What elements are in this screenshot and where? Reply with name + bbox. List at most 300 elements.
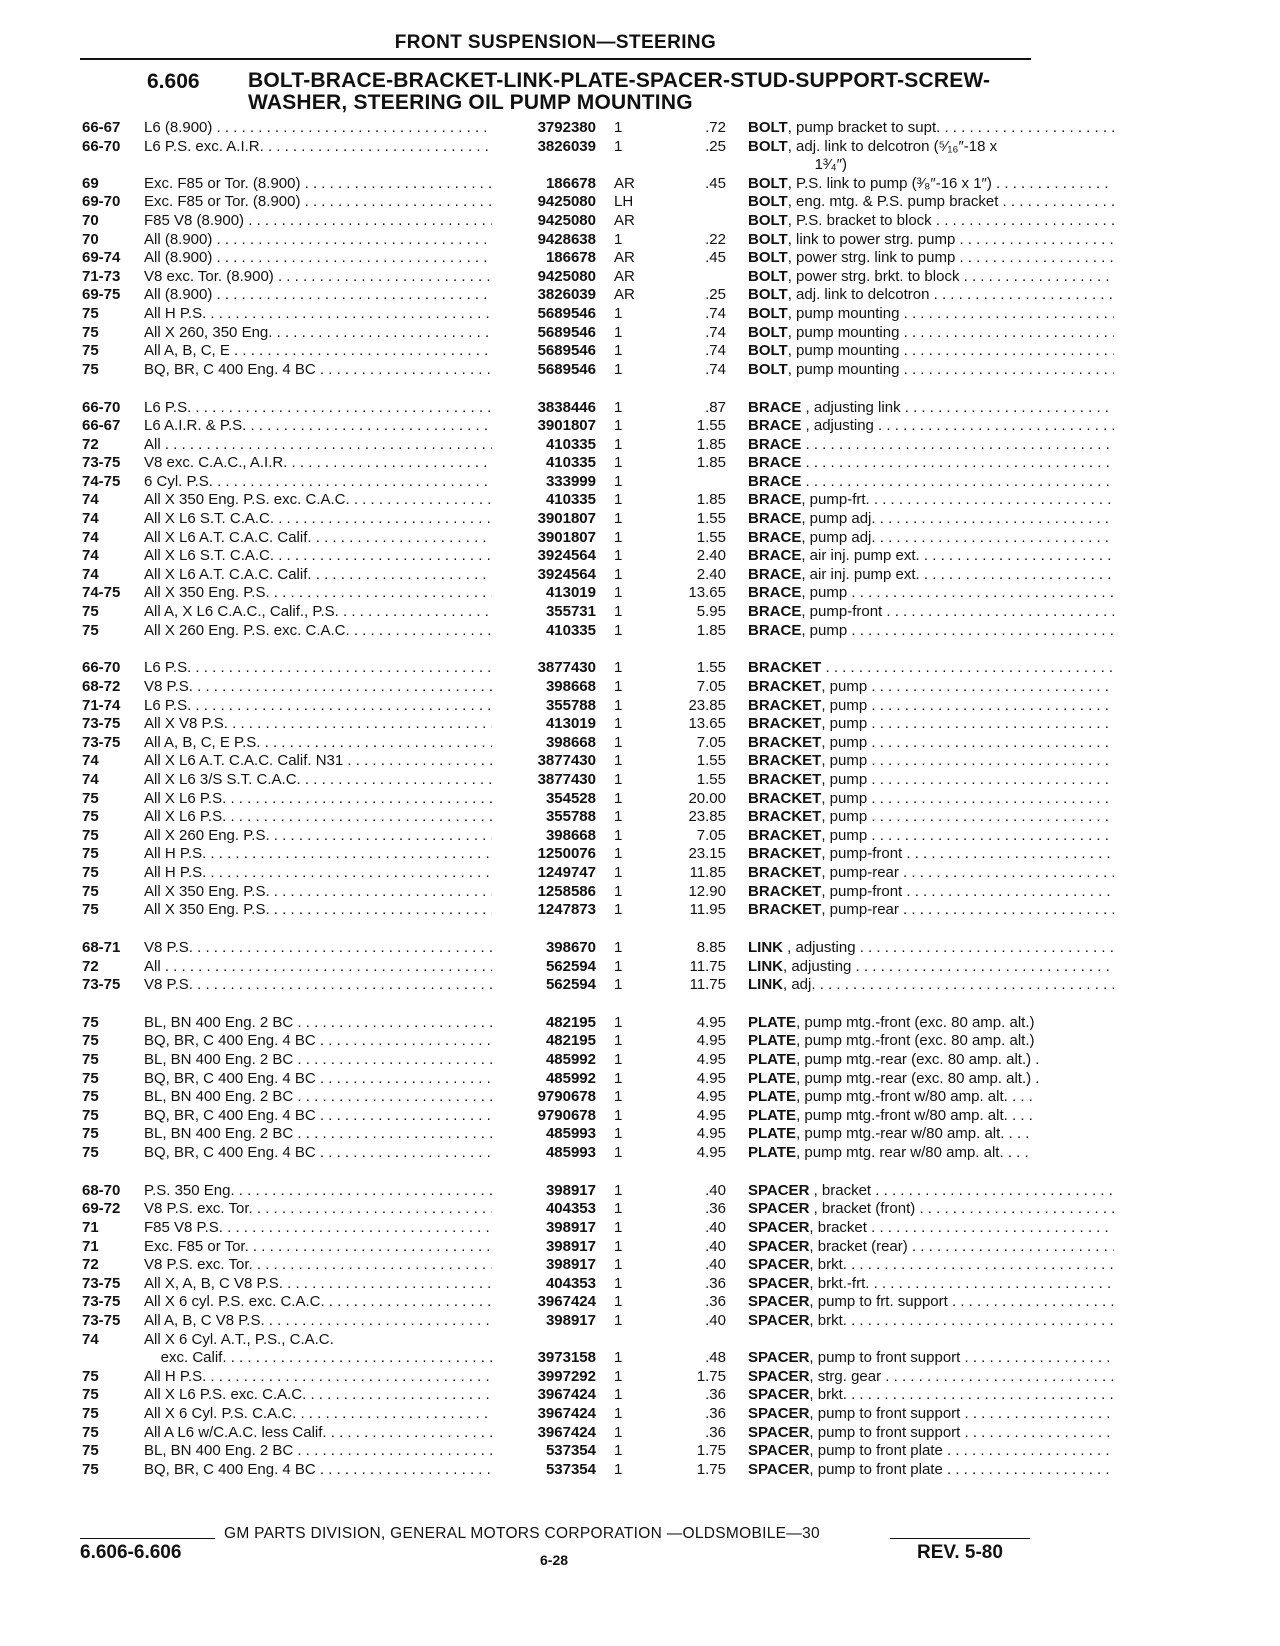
parts-group	[82, 659, 1032, 919]
part-number-cell: 413019	[545, 584, 596, 602]
year-cell: 74-75	[82, 584, 121, 602]
year-cell: 75	[82, 1013, 99, 1031]
part-name: BRACE	[748, 398, 802, 416]
part-name: BOLT	[748, 119, 788, 136]
part-detail: , power strg. brkt. to block	[787, 267, 960, 285]
quantity-cell: 1	[614, 304, 623, 322]
price-cell: 23.85	[688, 696, 726, 714]
model-cell: All A, X L6 C.A.C., Calif., P.S. . . .	[144, 603, 492, 622]
year-cell: 68-71	[82, 938, 121, 956]
part-number-cell: 5689546	[537, 360, 596, 378]
part-name: BRACKET	[748, 770, 822, 788]
description-cell	[748, 305, 1114, 324]
description-cell	[748, 212, 1114, 231]
quantity-cell: 1	[614, 417, 623, 435]
year-cell: 75	[82, 1442, 99, 1460]
part-number-cell: 482195	[545, 1013, 596, 1031]
price-cell: 1.55	[696, 659, 726, 677]
quantity-cell: 1	[614, 621, 623, 639]
part-name: BRACKET	[748, 789, 822, 807]
description-cell	[748, 790, 1114, 809]
part-detail: , adjusting	[801, 417, 874, 435]
year-cell: 73-75	[82, 1274, 121, 1292]
model-cell: BL, BN 400 Eng. 2 BC . . .	[144, 1014, 492, 1033]
quantity-cell: 1	[614, 565, 623, 583]
year-cell: 75	[82, 1032, 99, 1050]
part-number-cell: 3967424	[537, 1386, 596, 1404]
model-cell: P.S. 350 Eng. . . .	[144, 1182, 492, 1201]
quantity-cell: 1	[614, 863, 623, 881]
part-number-cell: 398917	[545, 1181, 596, 1199]
description-cell	[748, 845, 1114, 864]
part-number-cell: 410335	[545, 621, 596, 639]
quantity-cell: 1	[614, 1367, 623, 1385]
quantity-cell: 1	[614, 976, 623, 994]
part-detail: , pump mounting	[787, 342, 900, 360]
description-cell	[748, 547, 1114, 566]
table-row	[82, 864, 1032, 883]
part-detail: , pump bracket to supt.	[787, 119, 941, 136]
year-cell: 66-70	[82, 659, 121, 677]
quantity-cell: 1	[614, 510, 623, 528]
table-row	[82, 1256, 1032, 1275]
description-cell	[748, 1312, 1114, 1331]
part-detail: , power strg. link to pump	[787, 249, 956, 267]
quantity-cell: AR	[614, 249, 635, 267]
part-number-cell: 398668	[545, 678, 596, 695]
description-cell	[748, 231, 1114, 250]
part-number-cell: 3967424	[537, 1404, 596, 1422]
table-row	[82, 175, 1032, 194]
model-cell: 6 Cyl. P.S. . . .	[144, 473, 492, 492]
year-cell: 75	[82, 1051, 99, 1069]
part-name: LINK	[748, 957, 783, 975]
year-cell: 68-72	[82, 678, 121, 695]
year-cell: 75	[82, 1404, 99, 1422]
year-cell: 69	[82, 174, 99, 192]
part-name: PLATE	[748, 1069, 797, 1087]
part-name: BRACKET	[748, 752, 822, 770]
price-cell: 1.75	[696, 1367, 726, 1385]
price-cell: .48	[705, 1349, 726, 1367]
price-cell: .36	[705, 1293, 726, 1311]
model-cell: All X 260 Eng. P.S. exc. C.A.C. . . .	[144, 622, 492, 641]
price-cell: 4.95	[696, 1032, 726, 1050]
table-row	[82, 1144, 1032, 1163]
quantity-cell: 1	[614, 1423, 623, 1441]
part-detail: , pump to frt. support	[809, 1293, 948, 1311]
model-cell: All X L6 S.T. C.A.C. . . .	[144, 510, 492, 529]
year-cell: 69-72	[82, 1200, 121, 1218]
year-cell: 75	[82, 1460, 99, 1478]
footer-page-number: 6-28	[540, 1552, 569, 1568]
part-number-cell: 413019	[545, 715, 596, 733]
part-detail: , P.S. bracket to block	[787, 211, 932, 229]
part-detail: , pump mtg.-rear w/80 amp. alt. . . .	[796, 1125, 1030, 1143]
description-cell	[748, 361, 1114, 380]
description-cell	[748, 1070, 1114, 1089]
quantity-cell: 1	[614, 1386, 623, 1404]
part-number-cell: 562594	[545, 976, 596, 994]
description-cell	[748, 1405, 1114, 1424]
part-name: BRACKET	[748, 659, 822, 677]
table-row	[82, 1312, 1032, 1331]
part-name: BOLT	[748, 267, 788, 285]
part-detail: , pump adj.	[801, 510, 876, 528]
description-cell	[748, 286, 1114, 305]
part-detail: , pump	[821, 715, 868, 733]
model-cell: V8 P.S. exc. Tor. . . .	[144, 1200, 492, 1219]
description-cell	[748, 342, 1114, 361]
table-row	[82, 1032, 1035, 1051]
table-row	[82, 883, 1032, 902]
table-row	[82, 1275, 1032, 1294]
price-cell: .74	[705, 342, 726, 360]
table-row	[82, 119, 1032, 138]
model-cell: All H P.S. . . .	[144, 845, 492, 864]
model-cell: BL, BN 400 Eng. 2 BC . . .	[144, 1125, 492, 1144]
part-detail: , pump mtg.-rear (exc. 80 amp. alt.) .	[796, 1051, 1040, 1069]
part-detail: , bracket (front)	[809, 1200, 916, 1218]
parts-group	[82, 939, 1032, 995]
part-number-cell: 9790678	[537, 1106, 596, 1124]
year-cell: 66-70	[82, 398, 121, 416]
description-cell	[748, 603, 1114, 622]
description-cell	[748, 1256, 1114, 1275]
price-cell: 2.40	[696, 547, 726, 565]
quantity-cell: 1	[614, 491, 623, 509]
year-cell: 71	[82, 1237, 99, 1255]
quantity-cell: 1	[614, 323, 623, 341]
footer-revision: REV. 5-80	[917, 1542, 1003, 1563]
description-cell	[748, 678, 1114, 697]
description-cell	[748, 1386, 1114, 1405]
part-name: PLATE	[748, 1032, 797, 1050]
part-name: SPACER	[748, 1219, 810, 1236]
part-name: BRACE	[748, 565, 802, 583]
table-row	[82, 193, 1032, 212]
part-detail: , pump	[821, 696, 868, 714]
part-detail: 1³⁄₄″)	[748, 156, 847, 174]
year-cell: 73-75	[82, 976, 121, 994]
part-number-cell: 3901807	[537, 510, 596, 528]
part-name: BOLT	[748, 304, 788, 322]
part-number-cell: 1249747	[537, 863, 596, 881]
parts-table	[82, 119, 1040, 1499]
quantity-cell: 1	[614, 1349, 623, 1367]
model-cell: All A, B, C V8 P.S. . . .	[144, 1312, 492, 1331]
model-cell: BQ, BR, C 400 Eng. 4 BC . . .	[144, 1144, 492, 1163]
part-name: BOLT	[748, 230, 788, 248]
description-cell	[748, 491, 1114, 510]
table-row	[82, 342, 1032, 361]
table-row	[82, 212, 1032, 231]
part-detail: , pump mounting	[787, 304, 900, 322]
quantity-cell: 1	[614, 1460, 623, 1478]
description-cell	[748, 1275, 1114, 1294]
part-detail: , brkt.	[809, 1311, 847, 1329]
year-cell: 75	[82, 1069, 99, 1087]
part-name: BOLT	[748, 323, 788, 341]
price-cell: .36	[705, 1274, 726, 1292]
table-row	[82, 659, 1032, 678]
table-row	[82, 845, 1032, 864]
part-name: SPACER	[748, 1442, 810, 1460]
part-number-cell: 398668	[545, 733, 596, 751]
year-cell: 75	[82, 789, 99, 807]
price-cell: 1.55	[696, 528, 726, 546]
price-cell: .74	[705, 323, 726, 341]
description-cell	[748, 864, 1114, 883]
part-number-cell: 398668	[545, 826, 596, 844]
part-name: BRACKET	[748, 715, 822, 733]
part-number-cell: 398670	[545, 938, 596, 956]
year-cell: 75	[82, 901, 99, 919]
table-row	[82, 138, 1032, 157]
table-row	[82, 156, 1032, 175]
model-cell: All X, A, B, C V8 P.S. . . .	[144, 1275, 492, 1294]
year-cell: 73-75	[82, 1293, 121, 1311]
description-cell	[748, 958, 1114, 977]
part-detail: , air inj. pump ext.	[801, 565, 920, 583]
year-cell: 71-73	[82, 267, 121, 285]
part-detail: , pump	[821, 808, 868, 826]
part-name: BRACE	[748, 417, 802, 435]
model-cell: BL, BN 400 Eng. 2 BC . . .	[144, 1442, 492, 1461]
price-cell: .40	[705, 1311, 726, 1329]
part-number-cell: 485992	[545, 1069, 596, 1087]
year-cell: 69-70	[82, 193, 121, 211]
table-row	[82, 958, 1032, 977]
part-number-cell: 3997292	[537, 1367, 596, 1385]
price-cell: 4.95	[696, 1051, 726, 1069]
part-number-cell: 9425080	[537, 267, 596, 285]
model-cell: exc. Calif. . . .	[144, 1349, 492, 1368]
description-cell	[748, 901, 1114, 920]
quantity-cell: 1	[614, 901, 623, 919]
description-cell	[748, 1051, 1114, 1070]
description-cell	[748, 622, 1114, 641]
description-cell	[748, 659, 1114, 678]
part-detail: , pump	[821, 752, 868, 770]
part-number-cell: 398917	[545, 1256, 596, 1274]
quantity-cell: 1	[614, 1219, 623, 1236]
price-cell: 13.65	[688, 584, 726, 602]
part-number-cell: 410335	[545, 435, 596, 453]
price-cell: .72	[705, 119, 726, 136]
part-number-cell: 355731	[545, 603, 596, 621]
quantity-cell: 1	[614, 528, 623, 546]
year-cell: 75	[82, 882, 99, 900]
part-name: BRACE	[748, 621, 802, 639]
price-cell: 1.55	[696, 510, 726, 528]
part-detail: , pump-front	[801, 603, 883, 621]
part-number-cell: 3877430	[537, 659, 596, 677]
quantity-cell: 1	[614, 1200, 623, 1218]
part-name: BRACKET	[748, 733, 822, 751]
table-row	[82, 939, 1032, 958]
price-cell: 1.85	[696, 621, 726, 639]
model-cell: BL, BN 400 Eng. 2 BC . . .	[144, 1051, 492, 1070]
description-cell	[748, 249, 1114, 268]
header-rule	[80, 58, 1031, 60]
description-cell	[748, 827, 1114, 846]
model-cell: All X 6 Cyl. P.S. C.A.C. . . .	[144, 1405, 492, 1424]
table-row	[82, 808, 1032, 827]
part-name: BRACKET	[748, 826, 822, 844]
part-detail: , adj.	[783, 976, 816, 994]
part-name: BOLT	[748, 249, 788, 267]
description-cell	[748, 454, 1114, 473]
part-detail: , pump mtg.-rear (exc. 80 amp. alt.) .	[796, 1069, 1040, 1087]
description-cell	[748, 734, 1114, 753]
quantity-cell: 1	[614, 1404, 623, 1422]
part-name: SPACER	[748, 1367, 810, 1385]
model-cell: Exc. F85 or Tor. (8.900) . . .	[144, 175, 492, 194]
footer-text: GM PARTS DIVISION, GENERAL MOTORS CORPORATION —OLDSMOBILE—30	[224, 1525, 820, 1542]
model-cell: All X L6 3/S S.T. C.A.C. . . .	[144, 771, 492, 790]
part-detail: , bracket (rear)	[809, 1237, 908, 1255]
part-number-cell: 3826039	[537, 137, 596, 155]
description-cell	[748, 119, 1114, 138]
part-number-cell: 3877430	[537, 752, 596, 770]
quantity-cell: 1	[614, 547, 623, 565]
price-cell: 8.85	[696, 938, 726, 956]
price-cell: 11.75	[689, 957, 726, 975]
table-row	[82, 1293, 1032, 1312]
quantity-cell: 1	[614, 715, 623, 733]
model-cell: All X L6 A.T. C.A.C. Calif. N31 . . .	[144, 752, 492, 771]
model-cell: All H P.S. . . .	[144, 305, 492, 324]
table-row	[82, 249, 1032, 268]
model-cell: Exc. F85 or Tor. (8.900) . . .	[144, 193, 492, 212]
part-detail: , pump	[821, 826, 868, 844]
price-cell: 7.05	[696, 826, 726, 844]
part-number-cell: 410335	[545, 491, 596, 509]
quantity-cell: 1	[614, 808, 623, 826]
part-name: PLATE	[748, 1013, 797, 1031]
quantity-cell: 1	[614, 398, 623, 416]
part-number-cell: 537354	[545, 1442, 596, 1460]
table-row	[82, 790, 1032, 809]
part-number-cell: 9425080	[537, 193, 596, 211]
year-cell: 75	[82, 621, 99, 639]
part-detail: , strg. gear	[809, 1367, 882, 1385]
part-detail: , pump mtg.-front w/80 amp. alt. . . .	[796, 1106, 1033, 1124]
year-cell: 69-74	[82, 249, 121, 267]
quantity-cell: 1	[614, 1032, 623, 1050]
quantity-cell: 1	[614, 659, 623, 677]
price-cell: 1.75	[696, 1442, 726, 1460]
model-cell: Exc. F85 or Tor. . . .	[144, 1238, 492, 1257]
quantity-cell: 1	[614, 1106, 623, 1124]
part-number-cell: 3838446	[537, 398, 596, 416]
part-detail: , adj. link to delcotron (⁵⁄₁₆″-18 x	[787, 137, 998, 155]
year-cell: 70	[82, 211, 99, 229]
description-cell	[748, 1088, 1114, 1107]
part-detail: , brkt.-frt.	[809, 1274, 870, 1292]
table-row	[82, 268, 1032, 287]
model-cell: BQ, BR, C 400 Eng. 4 BC . . .	[144, 1107, 492, 1126]
quantity-cell: 1	[614, 1181, 623, 1199]
quantity-cell: 1	[614, 1442, 623, 1460]
part-number-cell: 3877430	[537, 770, 596, 788]
part-name: BRACE	[748, 472, 802, 490]
description-cell	[748, 1182, 1114, 1201]
table-row	[82, 827, 1032, 846]
description-cell	[748, 752, 1114, 771]
part-number-cell: 398917	[545, 1311, 596, 1329]
year-cell: 75	[82, 603, 99, 621]
parts-group	[82, 1013, 1040, 1163]
part-number-cell: 186678	[545, 249, 596, 267]
year-cell: 74-75	[82, 472, 121, 490]
quantity-cell: 1	[614, 435, 623, 453]
year-cell: 75	[82, 1106, 99, 1124]
table-row	[82, 1386, 1032, 1405]
part-detail: , pump	[821, 678, 868, 695]
part-number-cell: 398917	[545, 1219, 596, 1236]
table-row	[82, 1461, 1032, 1480]
year-cell: 75	[82, 360, 99, 378]
part-detail: , pump adj.	[801, 528, 876, 546]
year-cell: 75	[82, 1423, 99, 1441]
price-cell: 1.85	[696, 435, 726, 453]
description-cell	[748, 268, 1114, 287]
part-number-cell: 3973158	[537, 1349, 596, 1367]
quantity-cell: 1	[614, 584, 623, 602]
part-name: SPACER	[748, 1404, 810, 1422]
model-cell: All A, B, C, E . . .	[144, 342, 492, 361]
quantity-cell: 1	[614, 454, 623, 472]
quantity-cell: 1	[614, 752, 623, 770]
quantity-cell: 1	[614, 957, 623, 975]
part-number-cell: 9790678	[537, 1088, 596, 1106]
section-title: BOLT-BRACE-BRACKET-LINK-PLATE-SPACER-STUD-SUPPORT-SCREW-WASHER, STEERING OIL PUMP MOUNTING	[248, 69, 991, 114]
price-cell: .40	[705, 1219, 726, 1236]
quantity-cell: 1	[614, 1237, 623, 1255]
part-number-cell: 355788	[545, 696, 596, 714]
part-detail: , pump-front	[821, 882, 903, 900]
quantity-cell: 1	[614, 770, 623, 788]
model-cell: All X 260 Eng. P.S. . . .	[144, 827, 492, 846]
year-cell: 75	[82, 1088, 99, 1106]
table-row	[82, 603, 1032, 622]
quantity-cell: 1	[614, 938, 623, 956]
part-name: PLATE	[748, 1125, 797, 1143]
part-detail: , pump-rear	[821, 863, 899, 881]
part-detail: , pump mtg. rear w/80 amp. alt. . . .	[796, 1144, 1029, 1162]
part-name: BRACKET	[748, 863, 822, 881]
table-row	[82, 771, 1032, 790]
part-detail: , pump	[821, 770, 868, 788]
part-detail: , pump mounting	[787, 360, 900, 378]
table-row	[82, 510, 1032, 529]
part-detail: , pump mtg.-front w/80 amp. alt. . . .	[796, 1088, 1033, 1106]
price-cell: 4.95	[696, 1125, 726, 1143]
quantity-cell: 1	[614, 1274, 623, 1292]
part-detail: , pump mtg.-front (exc. 80 amp. alt.)	[796, 1032, 1035, 1050]
table-row	[82, 1107, 1032, 1126]
part-number-cell: 3967424	[537, 1293, 596, 1311]
price-cell: 23.15	[688, 845, 726, 863]
part-name: SPACER	[748, 1200, 810, 1218]
year-cell: 75	[82, 342, 99, 360]
model-cell: BQ, BR, C 400 Eng. 4 BC . . .	[144, 1461, 492, 1480]
year-cell: 75	[82, 1125, 99, 1143]
model-cell: BQ, BR, C 400 Eng. 4 BC . . .	[144, 361, 492, 380]
table-row	[82, 473, 1032, 492]
